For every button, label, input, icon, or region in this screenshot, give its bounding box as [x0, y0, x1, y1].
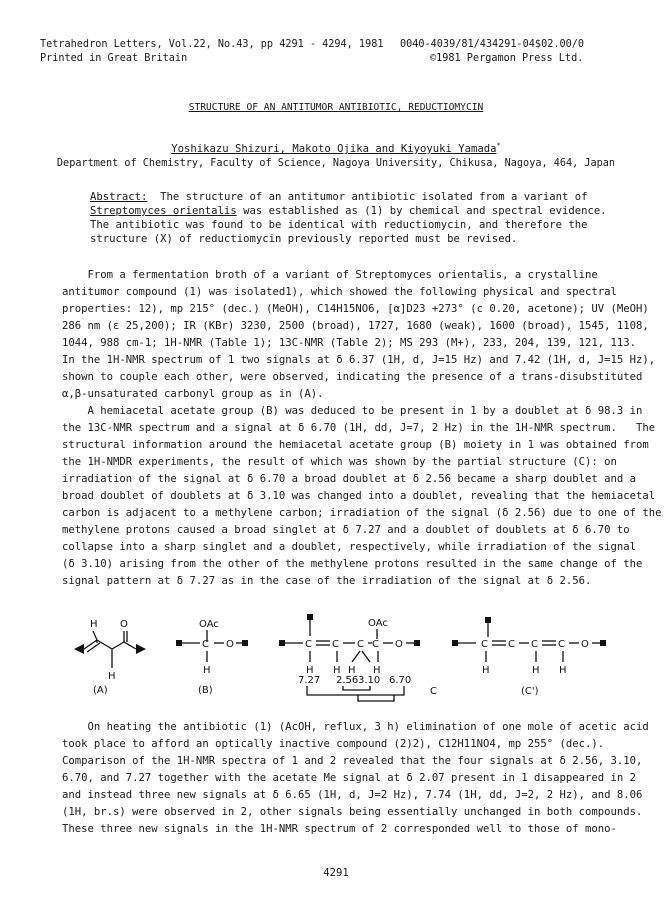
atom-label: C	[305, 639, 312, 650]
journal-citation: Tetrahedron Letters, Vol.22, No.43, pp 4291 - 4294, 1981	[40, 39, 384, 50]
label-b: (B)	[198, 685, 213, 696]
structure-b	[176, 619, 248, 696]
atom-label: OAc	[199, 619, 219, 630]
body-line: structural information around the hemiacetal acetate group (B) moiety in 1 was obtained from	[62, 439, 649, 451]
body-line: shown to couple each other, were observed, indicating the presence of a trans-disubstituted	[62, 371, 643, 383]
shift-label: 6.70	[389, 675, 412, 686]
body-line: antitumor compound (1) was isolated1), which showed the following physical and spectral	[62, 286, 617, 298]
shift-label: 2.56	[336, 675, 359, 686]
body-line: irradiation of the signal at δ 6.70 a broad doublet at δ 2.56 became a sharp doublet and a	[62, 473, 637, 485]
atom-label: H	[90, 619, 98, 630]
atom-label: OAc	[368, 618, 388, 629]
atom-label: H	[108, 671, 116, 682]
page-number: 4291	[323, 867, 349, 879]
atom-label: H	[333, 665, 341, 676]
atom-label: C	[357, 639, 364, 650]
structure-a	[74, 619, 146, 696]
label-c-prime: (C')	[521, 686, 539, 697]
body-line: broad doublet of doublets at δ 3.10 was changed into a doublet, revealing that the hemiacetal	[62, 490, 656, 502]
body2-line: On heating the antibiotic (1) (AcOH, reflux, 3 h) elimination of one mole of acetic acid	[62, 721, 649, 733]
body2-line: took place to afford an optically inactive compound (2)2), C12H11NO4, mp 255° (dec.).	[62, 738, 605, 750]
abstract-line-3: The antibiotic was found to be identical with reductiomycin, and therefore the	[90, 219, 588, 231]
atom-label: H	[482, 665, 490, 676]
affiliation: Department of Chemistry, Faculty of Science, Nagoya University, Chikusa, Nagoya, 464, Japan	[56, 158, 616, 169]
abstract-label: Abstract:	[90, 191, 148, 203]
article-code: 0040-4039/81/434291-04$02.00/0	[400, 39, 585, 50]
atom-label: H	[203, 665, 211, 676]
atom-label: O	[581, 639, 589, 650]
shift-label: 7.27	[298, 675, 321, 686]
body2-line: These three new signals in the 1H-NMR spectrum of 2 corresponded well to those of mono-	[62, 823, 617, 835]
body2-line: Comparison of the 1H-NMR spectra of 1 and 2 revealed that the four signals at δ 2.56, 3.10,	[62, 755, 643, 767]
abstract-species: Streptomyces orientalis	[90, 205, 237, 217]
body2-line: 6.70, and 7.27 together with the acetate Me signal at δ 2.07 present in 1 disappeared in 2	[62, 772, 637, 784]
body-line: In the 1H-NMR spectrum of 1 two signals at δ 6.37 (1H, d, J=15 Hz) and 7.42 (1H, d, J=15 Hz),	[62, 354, 656, 366]
abstract-l2: was established as (1) by chemical and spectral evidence.	[236, 205, 607, 217]
title-text: STRUCTURE OF AN ANTITUMOR ANTIBIOTIC, REDUCTIOMYCIN	[188, 102, 484, 113]
atom-label: H	[532, 665, 540, 676]
body-line: properties: 12), mp 215° (dec.) (MeOH), C14H15NO6, [α]D23 +273° (c 0.20, acetone); UV (MeOH)	[62, 303, 649, 315]
body2-line: and instead three new signals at δ 6.65 (1H, d, J=2 Hz), 7.74 (1H, dd, J=2, 2 Hz), and 8.06	[62, 789, 643, 801]
atom-label: H	[348, 665, 356, 676]
body2-line: (1H, br.s) were observed in 2, other signals being essentially unchanged in both compounds.	[62, 806, 643, 818]
label-c: C	[430, 686, 437, 697]
body-line: From a fermentation broth of a variant of Streptomyces orientalis, a crystalline	[62, 269, 598, 281]
body-line: collapse into a sharp singlet and a doublet, respectively, while irradiation of the signal	[62, 541, 637, 553]
atom-label: O	[395, 639, 403, 650]
body-line: the 1H-NMDR experiments, the result of which was shown by the partial structure (C): on	[62, 456, 617, 468]
atom-label: C	[202, 639, 209, 650]
body-line: signal pattern at δ 7.27 as in the case of the irradiation of the signal at δ 2.56.	[62, 575, 592, 587]
body-line: α,β-unsaturated carbonyl group as in (A).	[62, 388, 324, 400]
abstract-l1: The structure of an antitumor antibiotic isolated from a variant of	[160, 191, 588, 203]
structure-c-prime	[452, 617, 606, 697]
structure-c	[279, 614, 437, 701]
body-line: A hemiacetal acetate group (B) was deduced to be present in 1 by a doublet at δ 98.3 in	[62, 405, 643, 417]
atom-label: C	[508, 639, 515, 650]
body-line: the 13C-NMR spectrum and a signal at δ 6.70 (1H, dd, J=7, 2 Hz) in the 1H-NMR spectrum. The	[62, 422, 656, 434]
atom-label: C	[481, 639, 488, 650]
body-line: methylene protons caused a broad singlet at δ 7.27 and a doublet of doublets at δ 6.70 to	[62, 524, 630, 536]
atom-label: H	[306, 665, 314, 676]
authors-text: Yoshikazu Shizuri, Makoto Ojika and Kiyoyuki Yamada	[171, 143, 497, 155]
atom-label: C	[531, 639, 538, 650]
body-line: 286 nm (ε 25,200); IR (KBr) 3230, 2500 (broad), 1727, 1680 (weak), 1600 (broad), 1545, 1108,	[62, 320, 649, 332]
copyright: ©1981 Pergamon Press Ltd.	[430, 53, 584, 64]
body-line: carbon is adjacent to a methylene carbon; irradiation of the signal (δ 2.56) due to one of the	[62, 507, 662, 519]
author-mark: *	[496, 141, 501, 150]
atom-label: O	[120, 619, 128, 630]
body-line: (δ 3.10) arising from the other of the methylene protons resulted in the same change of the	[62, 558, 643, 570]
shift-label: 3.10	[358, 675, 381, 686]
atom-label: C	[372, 639, 379, 650]
atom-label: H	[559, 665, 567, 676]
atom-label: H	[373, 665, 381, 676]
abstract-line-4: structure (X) of reductiomycin previously reported must be revised.	[90, 233, 518, 245]
atom-label: O	[226, 639, 234, 650]
body-line: 1044, 988 cm-1; 1H-NMR (Table 1); 13C-NMR (Table 2); MS 293 (M+), 233, 204, 139, 121, 113.	[62, 337, 637, 349]
atom-label: C	[558, 639, 565, 650]
atom-label: C	[332, 639, 339, 650]
label-a: (A)	[93, 685, 108, 696]
printed-in: Printed in Great Britain	[40, 53, 188, 64]
